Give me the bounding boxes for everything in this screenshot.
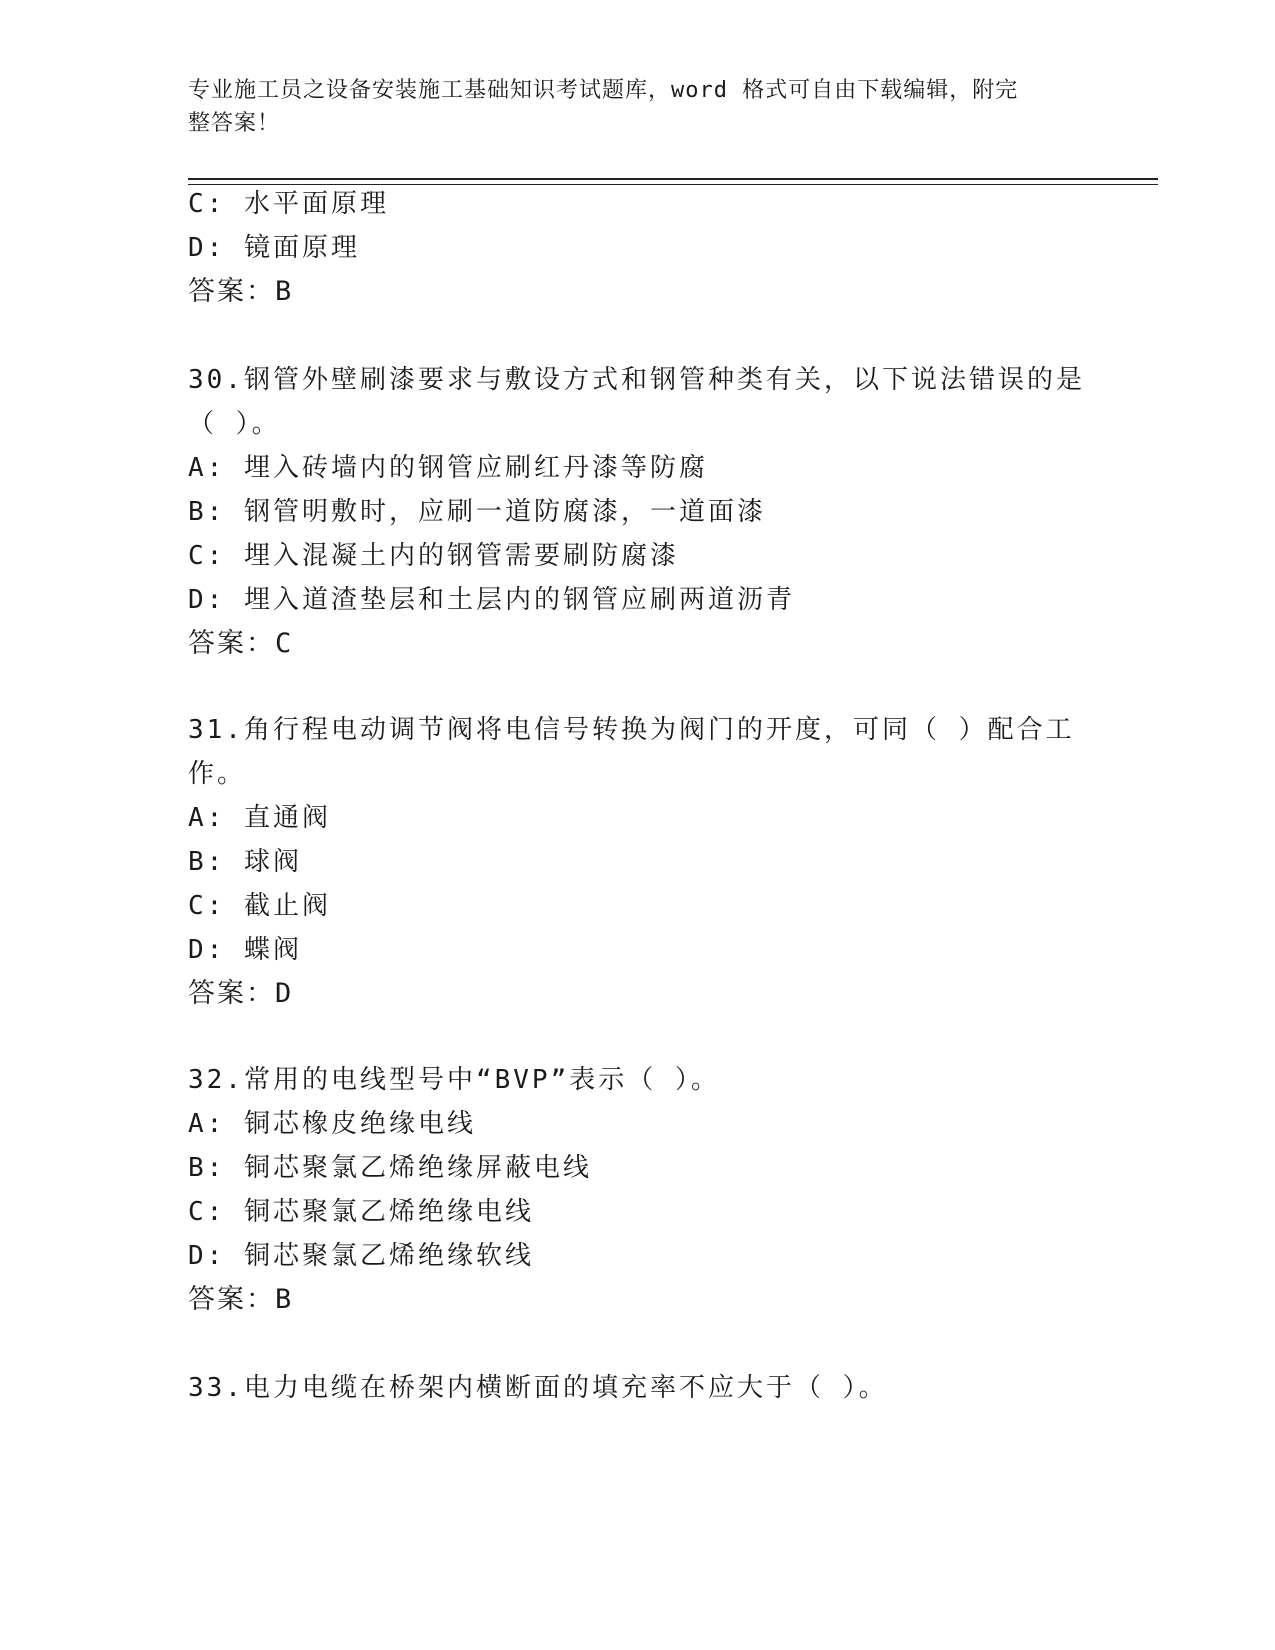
header-divider-thin [188,184,1158,185]
q31-option-d: D: 蝶阀 [188,935,302,965]
answer-label: 答案： [188,276,275,307]
answer-label: 答案： [188,978,275,1009]
q30-option-c: C: 埋入混凝土内的钢管需要刷防腐漆 [188,541,679,571]
answer-value: C [275,628,294,659]
header-title-line-2: 整答案！ [188,111,281,136]
answer-label: 答案： [188,628,275,659]
header-title-line-1: 专业施工员之设备安装施工基础知识考试题库，word 格式可自由下载编辑，附完 [188,78,1019,103]
prev-option-c: C: 水平面原理 [188,189,389,219]
q32-option-c: C: 铜芯聚氯乙烯绝缘电线 [188,1197,534,1227]
q31-option-c: C: 截止阀 [188,891,331,921]
q31-stem-line-2: 作。 [188,759,247,789]
answer-value: D [275,978,294,1009]
q30-option-b: B: 钢管明敷时，应刷一道防腐漆，一道面漆 [188,497,766,527]
q30-stem-line-2: （ ）。 [188,409,281,439]
header-divider-thick [188,178,1158,180]
q30-option-a: A: 埋入砖墙内的钢管应刷红丹漆等防腐 [188,453,708,483]
q32-option-b: B: 铜芯聚氯乙烯绝缘屏蔽电线 [188,1153,592,1183]
answer-label: 答案： [188,1284,275,1315]
prev-answer [188,274,293,310]
q31-answer [188,976,293,1012]
q32-option-a: A: 铜芯橡皮绝缘电线 [188,1109,476,1139]
q32-answer [188,1282,293,1318]
prev-option-d: D: 镜面原理 [188,233,360,263]
answer-value: B [275,276,294,307]
page-header [188,74,1068,140]
q32-option-d: D: 铜芯聚氯乙烯绝缘软线 [188,1241,534,1271]
q31-option-a: A: 直通阀 [188,803,331,833]
q31-stem-line-1: 31.角行程电动调节阀将电信号转换为阀门的开度，可同（ ）配合工 [188,715,1075,745]
q31-option-b: B: 球阀 [188,847,302,877]
q30-stem-line-1: 30.钢管外壁刷漆要求与敷设方式和钢管种类有关，以下说法错误的是 [188,365,1085,395]
q32-stem-line-1: 32.常用的电线型号中“BVP”表示（ ）。 [188,1065,720,1095]
q30-answer [188,626,293,662]
q33-stem-line-1: 33.电力电缆在桥架内横断面的填充率不应大于（ ）。 [188,1373,888,1403]
answer-value: B [275,1284,294,1315]
q30-option-d: D: 埋入道渣垫层和土层内的钢管应刷两道沥青 [188,585,795,615]
